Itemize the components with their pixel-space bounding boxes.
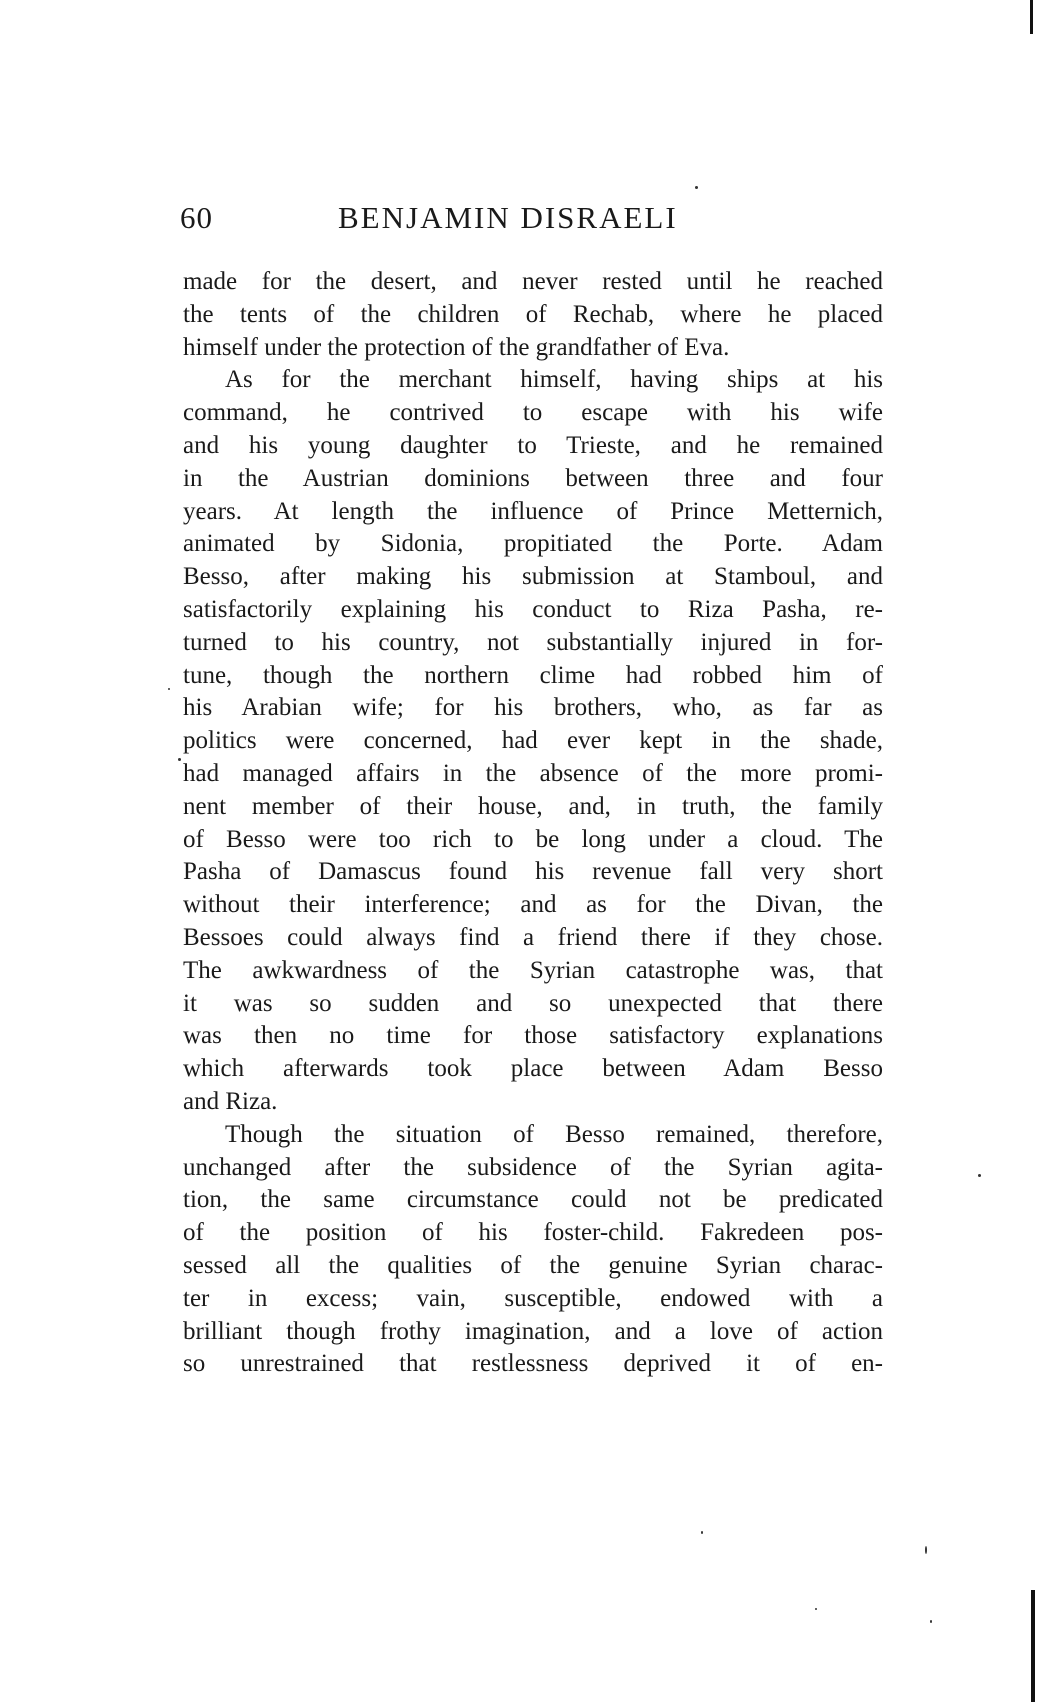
scan-speck bbox=[695, 186, 698, 189]
text-line: his Arabian wife; for his brothers, who, as far as bbox=[183, 694, 883, 722]
text-line: Besso, after making his submission at Stamboul, and bbox=[183, 563, 883, 591]
text-line: and his young daughter to Trieste, and he remained bbox=[183, 431, 883, 459]
scan-speck bbox=[978, 1174, 981, 1177]
text-line: had managed affairs in the absence of the more promi- bbox=[183, 759, 883, 787]
text-line: brilliant though frothy imagination, and a love of action bbox=[183, 1317, 883, 1345]
text-line: the tents of the children of Rechab, where he placed bbox=[183, 300, 883, 328]
text-line: of the position of his foster-child. Fakredeen pos- bbox=[183, 1219, 883, 1247]
text-line: turned to his country, not substantially injured in for- bbox=[183, 628, 883, 656]
running-head bbox=[180, 200, 730, 244]
text-line: without their interference; and as for the Divan, the bbox=[183, 891, 883, 919]
text-line: tion, the same circumstance could not be predicated bbox=[183, 1186, 883, 1214]
text-line: As for the merchant himself, having ships at his bbox=[225, 366, 883, 394]
text-line: unchanged after the subsidence of the Syrian agita- bbox=[183, 1153, 883, 1181]
scan-speck bbox=[930, 1620, 932, 1623]
text-line: it was so sudden and so unexpected that there bbox=[183, 989, 883, 1017]
text-line: Bessoes could always find a friend there if they chose. bbox=[183, 923, 883, 951]
text-line: years. At length the influence of Prince Metternich, bbox=[183, 497, 883, 525]
text-line: Though the situation of Besso remained, therefore, bbox=[225, 1120, 883, 1148]
page-number: 60 bbox=[180, 200, 213, 235]
text-line: which afterwards took place between Adam Besso bbox=[183, 1055, 883, 1083]
text-line: was then no time for those satisfactory explanations bbox=[183, 1022, 883, 1050]
scan-speck bbox=[701, 1531, 703, 1534]
scan-edge-mark-bottom bbox=[1031, 1590, 1035, 1702]
text-line: ter in excess; vain, susceptible, endowed with a bbox=[183, 1284, 883, 1312]
text-line: Pasha of Damascus found his revenue fall very short bbox=[183, 858, 883, 886]
text-line: sessed all the qualities of the genuine Syrian charac- bbox=[183, 1251, 883, 1279]
text-line: command, he contrived to escape with his wife bbox=[183, 399, 883, 427]
scan-speck bbox=[168, 688, 170, 690]
text-line: politics were concerned, had ever kept in the shade, bbox=[183, 727, 883, 755]
scan-speck bbox=[178, 758, 181, 761]
body-text bbox=[183, 266, 883, 1381]
scan-speck bbox=[815, 1608, 817, 1610]
text-line: and Riza. bbox=[183, 1087, 278, 1115]
text-line: animated by Sidonia, propitiated the Porte. Adam bbox=[183, 530, 883, 558]
text-line: tune, though the northern clime had robbed him of bbox=[183, 661, 883, 689]
text-line: himself under the protection of the grandfather of Eva. bbox=[183, 333, 730, 361]
text-line: The awkwardness of the Syrian catastrophe was, that bbox=[183, 956, 883, 984]
text-line: made for the desert, and never rested until he reached bbox=[183, 268, 883, 295]
text-line: in the Austrian dominions between three and four bbox=[183, 464, 883, 492]
text-line: of Besso were too rich to be long under a cloud. The bbox=[183, 825, 883, 853]
text-line: satisfactorily explaining his conduct to Riza Pasha, re- bbox=[183, 595, 883, 623]
scan-edge-mark-top bbox=[1030, 0, 1033, 34]
scan-speck bbox=[925, 1546, 927, 1554]
text-line: so unrestrained that restlessness deprived it of en- bbox=[183, 1350, 883, 1378]
running-title: BENJAMIN DISRAELI bbox=[338, 200, 678, 235]
text-line: nent member of their house, and, in truth, the family bbox=[183, 792, 883, 820]
